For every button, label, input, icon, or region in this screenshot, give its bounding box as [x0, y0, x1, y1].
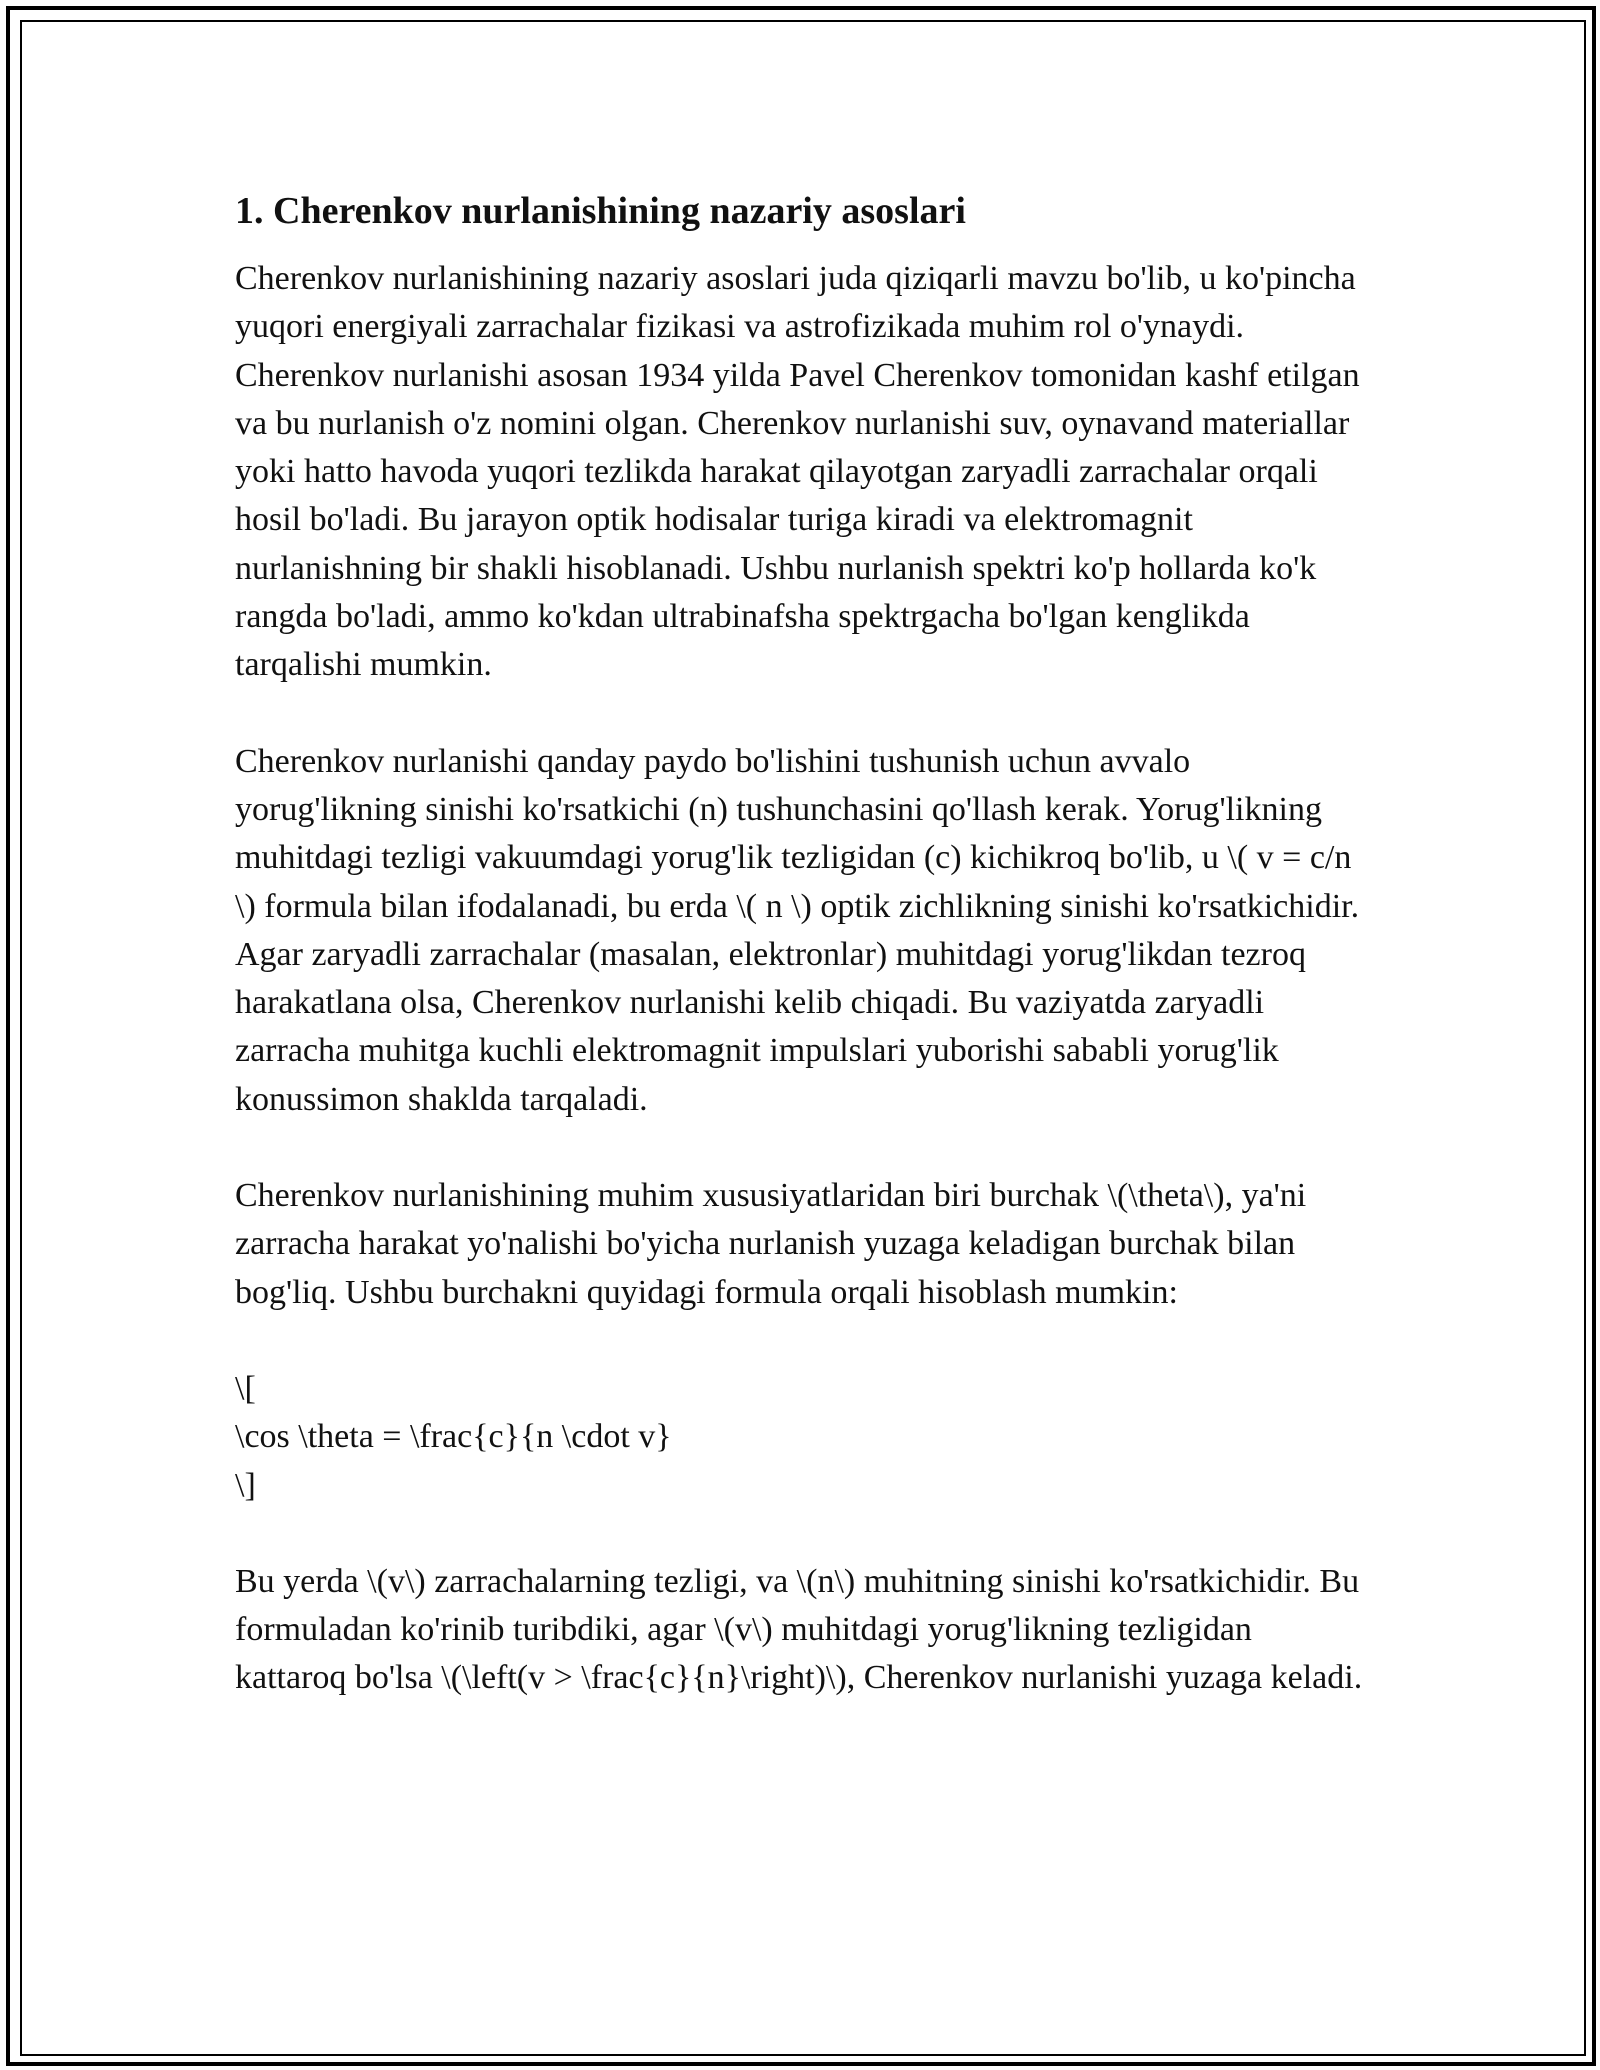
- paragraph-refractive-index: Cherenkov nurlanishi qanday paydo bo'lishini tushunish uchun avvalo yorug'likning sinishi ko'rsatkichi (n) tushunchasini qo'llash kerak. Yorug'likning muhitdagi tezligi vakuumdagi yorug'lik tezligidan (c) kichikroq bo'lib, u \( v = c/n \) formula bilan ifodalanadi, bu erda \( n \) optik zichlikning sinishi ko'rsatkichidir. Agar zaryadli zarrachalar (masalan, elektronlar) muhitdagi yorug'likdan tezroq harakatlana olsa, Cherenkov nurlanishi kelib chiqadi. Bu vaziyatda zaryadli zarracha muhitga kuchli elektromagnit impulslari yuborishi sababli yorug'lik konussimon shaklda tarqaladi.: [235, 742, 1360, 1118]
- paragraph-intro: Cherenkov nurlanishining nazariy asoslari juda qiziqarli mavzu bo'lib, u ko'pincha yuqori energiyali zarrachalar fizikasi va astrofizikada muhim rol o'ynaydi. Cherenkov nurlanishi asosan 1934 yilda Pavel Cherenkov tomonidan kashf etilgan va bu nurlanish o'z nomini olgan. Cherenkov nurlanishi suv, oynavand materiallar yoki hatto havoda yuqori tezlikda harakat qilayotgan zaryadli zarrachalar orqali hosil bo'ladi. Bu jarayon optik hodisalar turiga kiradi va elektromagnit nurlanishning bir shakli hisoblanadi. Ushbu nurlanish spektri ko'p hollarda ko'k rangda bo'ladi, ammo ko'kdan ultrabinafsha spektrgacha bo'lgan kenglikda tarqalishi mumkin.: [235, 260, 1360, 684]
- paragraph-angle: Cherenkov nurlanishining muhim xususiyatlaridan biri burchak \(\theta\), ya'ni zarracha harakat yo'nalishi bo'yicha nurlanish yuzaga keladigan burchak bilan bog'liq. Ushbu burchakni quyidagi formula orqali hisoblash mumkin:: [235, 1177, 1307, 1311]
- formula-close-line: \]: [235, 1466, 256, 1504]
- paragraph-closing: Bu yerda \(v\) zarrachalarning tezligi, va \(n\) muhitning sinishi ko'rsatkichidir. Bu formuladan ko'rinib turibdiki, agar \(v\) muhitdagi yorug'likning tezligidan kattaroq bo'lsa \(\left(v > \frac{c}{n}\right)\), Cherenkov nurlanishi yuzaga keladi.: [235, 1562, 1363, 1697]
- formula-block: [235, 1365, 1365, 1510]
- section-heading: 1. Cherenkov nurlanishining nazariy asoslari: [235, 190, 966, 232]
- formula-body-line: \cos \theta = \frac{c}{n \cdot v}: [235, 1418, 672, 1456]
- formula-open-line: \[: [235, 1369, 256, 1407]
- document-body: [235, 185, 1365, 1751]
